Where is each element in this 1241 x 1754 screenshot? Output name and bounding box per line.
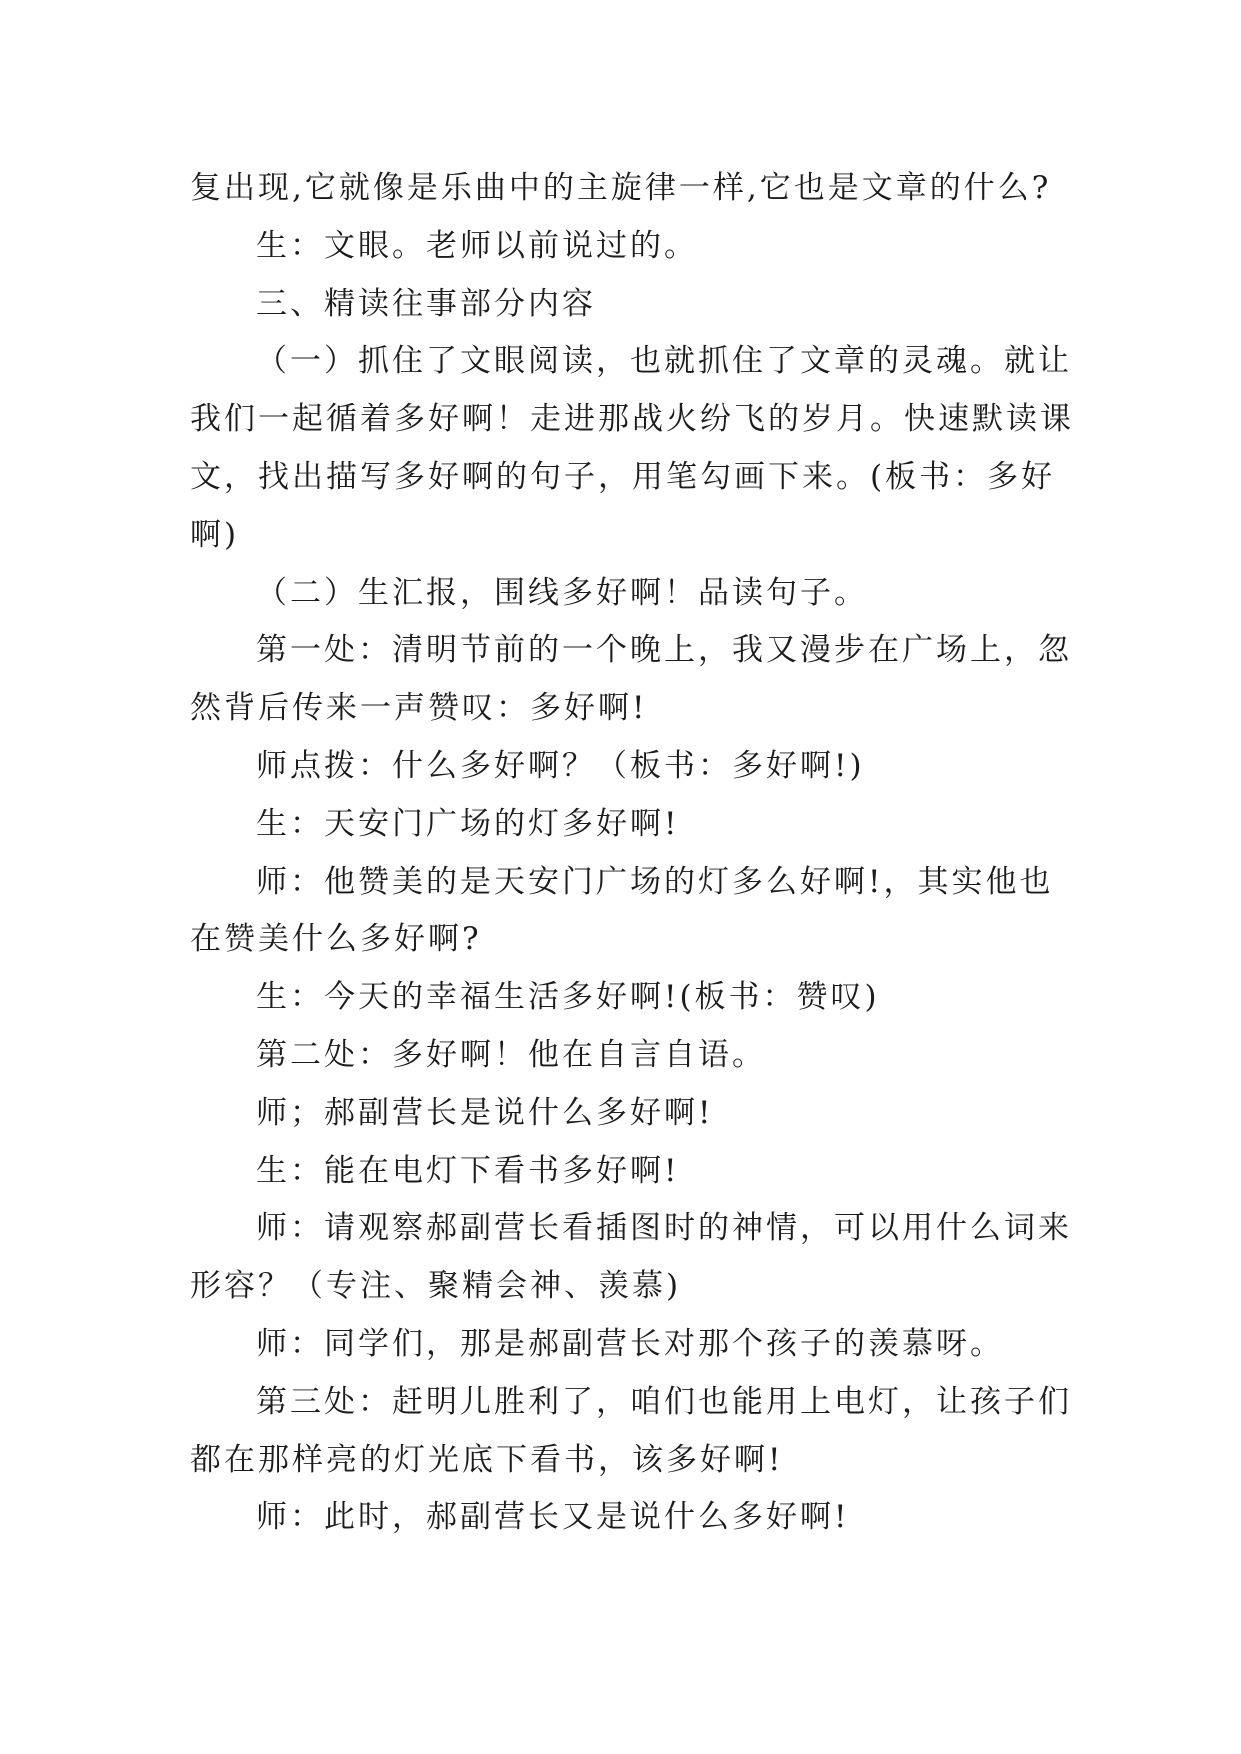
text-line-continuation: 复出现,它就像是乐曲中的主旋律一样,它也是文章的什么?	[190, 170, 1052, 206]
text-line-teacher: 师；郝副营长是说什么多好啊!	[256, 1094, 714, 1131]
text-line-step-one: （一）抓住了文眼阅读，也就抓住了文章的灵魂。就让	[256, 343, 1072, 380]
document-body	[190, 160, 1074, 1547]
text-line-continuation: 啊)	[190, 516, 240, 553]
text-line-second-place: 第二处：多好啊！他在自言自语。	[256, 1036, 766, 1073]
text-line-continuation: 文，找出描写多好啊的句子，用笔勾画下来。(板书：多好	[190, 458, 1056, 495]
text-line-third-place: 第三处：赶明儿胜利了，咱们也能用上电灯，让孩子们	[256, 1383, 1072, 1420]
text-line-continuation: 形容？（专注、聚精会神、羡慕)	[190, 1268, 682, 1305]
text-line-teacher: 师：此时，郝副营长又是说什么多好啊!	[256, 1499, 850, 1536]
text-line-student-answer: 生：天安门广场的灯多好啊!	[256, 805, 680, 842]
text-line-continuation: 然背后传来一声赞叹：多好啊!	[190, 690, 648, 727]
text-line-teacher: 师：同学们，那是郝副营长对那个孩子的羡慕呀。	[256, 1325, 1004, 1362]
text-line-continuation: 我们一起循着多好啊！走进那战火纷飞的岁月。快速默读课	[190, 401, 1074, 438]
text-line-teacher: 师：请观察郝副营长看插图时的神情，可以用什么词来	[256, 1210, 1072, 1247]
text-line-student-answer: 生：能在电灯下看书多好啊!	[256, 1152, 680, 1189]
text-line-step-two: （二）生汇报，围线多好啊！品读句子。	[256, 574, 868, 611]
text-line-student-answer: 生：今天的幸福生活多好啊!(板书：赞叹)	[256, 979, 880, 1016]
text-line-continuation: 都在那样亮的灯光底下看书，该多好啊!	[190, 1441, 784, 1478]
text-line-teacher: 师：他赞美的是天安门广场的灯多么好啊!，其实他也	[256, 863, 1054, 900]
text-line-first-place: 第一处：清明节前的一个晚上，我又漫步在广场上，忽	[256, 632, 1072, 669]
text-line-continuation: 在赞美什么多好啊?	[190, 921, 482, 958]
section-heading: 三、精读往事部分内容	[256, 285, 596, 322]
text-line-teacher-guide: 师点拨：什么多好啊？（板书：多好啊!)	[256, 747, 865, 784]
text-line-student-answer: 生：文眼。老师以前说过的。	[256, 227, 698, 264]
